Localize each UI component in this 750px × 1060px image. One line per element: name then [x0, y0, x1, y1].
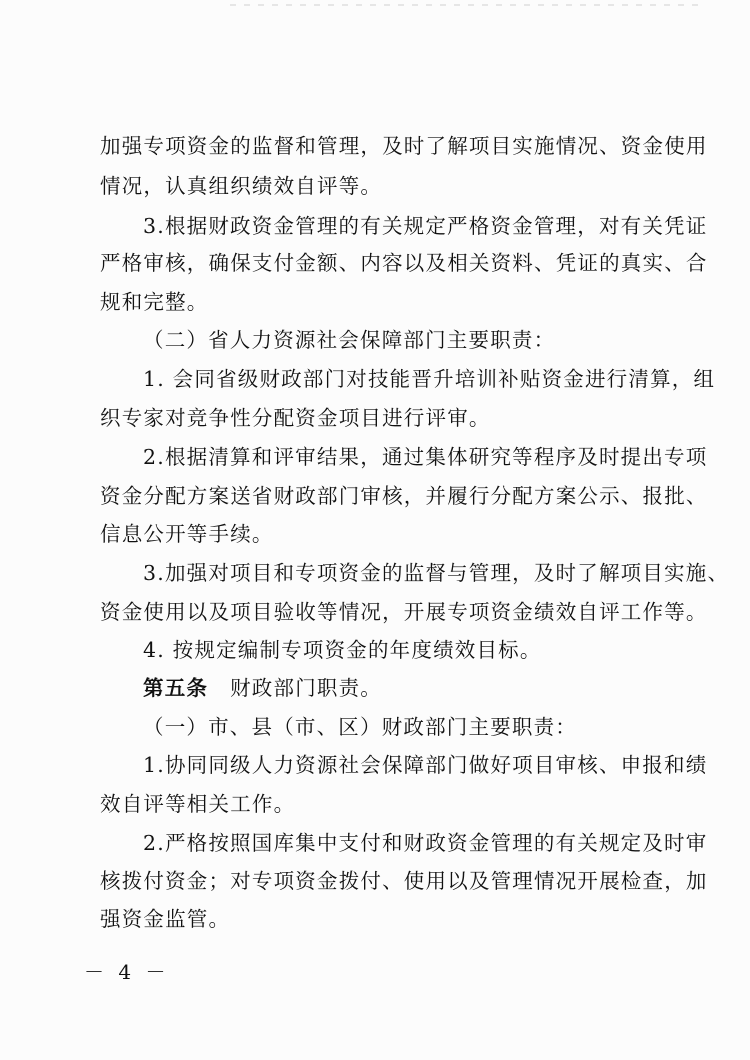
body-line-1: 加强专项资金的监督和管理，及时了解项目实施情况、资金使用 [100, 134, 708, 158]
section-heading-provincial-hr: （二）省人力资源社会保障部门主要职责： [143, 328, 556, 352]
body-line-13: 资金使用以及项目验收等情况，开展专项资金绩效自评工作等。 [100, 600, 708, 624]
body-line-4: 严格审核，确保支付金额、内容以及相关资料、凭证的真实、合 [100, 251, 708, 275]
body-line-3: 3.根据财政资金管理的有关规定严格资金管理，对有关凭证 [143, 214, 708, 238]
body-line-19: 2.严格按照国库集中支付和财政资金管理的有关规定及时审 [143, 831, 708, 855]
body-line-21: 强资金监管。 [100, 907, 231, 931]
scan-edge-artifact [230, 4, 700, 6]
body-line-8: 织专家对竞争性分配资金项目进行评审。 [100, 406, 491, 430]
body-line-12: 3.加强对项目和专项资金的监督与管理，及时了解项目实施、 [143, 561, 730, 585]
body-line-10: 资金分配方案送省财政部门审核，并履行分配方案公示、报批、 [100, 484, 708, 508]
body-line-11: 信息公开等手续。 [100, 522, 274, 546]
body-line-20: 核拨付资金；对专项资金拨付、使用以及管理情况开展检查，加 [100, 869, 708, 893]
article-five-label: 第五条 [143, 676, 209, 700]
body-line-2: 情况，认真组织绩效自评等。 [100, 174, 383, 198]
body-line-5: 规和完整。 [100, 290, 209, 314]
body-line-7: 1. 会同省级财政部门对技能晋升培训补贴资金进行清算，组 [143, 367, 716, 391]
article-five [143, 671, 382, 701]
article-five-text: 财政部门职责。 [230, 676, 383, 700]
body-line-17: 1.协同同级人力资源社会保障部门做好项目审核、申报和绩 [143, 753, 708, 777]
body-line-14: 4. 按规定编制专项资金的年度绩效目标。 [143, 638, 542, 662]
body-line-9: 2.根据清算和评审结果，通过集体研究等程序及时提出专项 [143, 445, 708, 469]
body-line-18: 效自评等相关工作。 [100, 792, 296, 816]
page-number: － 4 － [84, 960, 170, 984]
section-heading-city-county-finance: （一）市、县（市、区）财政部门主要职责： [143, 715, 577, 739]
